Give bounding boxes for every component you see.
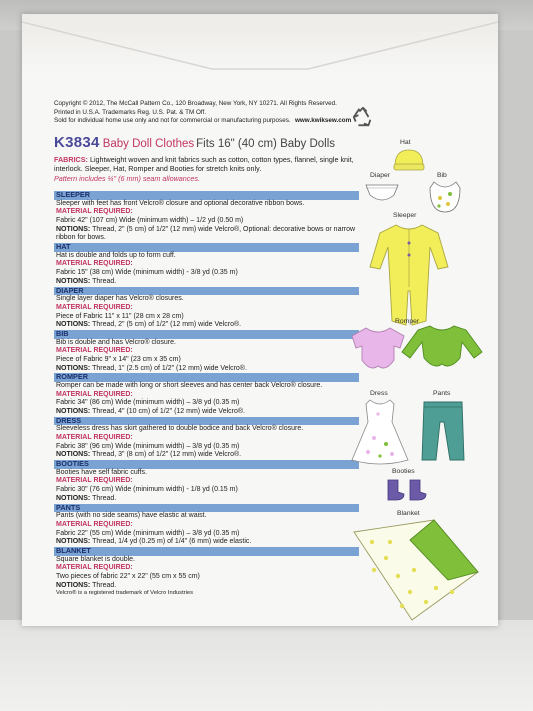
notions-label: NOTIONS: <box>56 277 91 285</box>
notions-text: Thread. <box>92 494 117 502</box>
material-required-text: Fabric 15" (38 cm) Wide (minimum width) - 3/8 yd (0.35 m) <box>56 269 238 277</box>
section-description: Booties have self fabric cuffs. <box>56 468 147 476</box>
notions-label: NOTIONS: <box>56 408 91 416</box>
notions-text: Thread, 2" (5 cm) of 1/2" (12 mm) wide Velcro®, Optional: decorative bows or narrow ribbon for bows. <box>56 225 356 242</box>
notions-label: NOTIONS: <box>56 581 91 589</box>
fabrics-label: FABRICS: <box>54 155 88 164</box>
material-required-text: Fabric 30" (76 cm) Wide (minimum width) - 1/8 yd (0.15 m) <box>56 486 238 494</box>
material-required-label: MATERIAL REQUIRED: <box>56 260 133 268</box>
notions-text: Thread, 2" (5 cm) of 1/2" (12 mm) wide Velcro®. <box>92 321 242 329</box>
website-url: www.kwiksew.com <box>295 117 352 124</box>
notions-label: NOTIONS: <box>56 494 91 502</box>
label-blanket: Blanket <box>397 510 420 517</box>
notions-line <box>54 278 359 287</box>
copyright-line-2: Printed in U.S.A. Trademarks Reg. U.S. Pat. & TM Off. <box>54 108 206 116</box>
notions-text: Thread, 1" (2.5 cm) of 1/2" (12 mm) wide Velcro®. <box>92 364 247 372</box>
material-required-label: MATERIAL REQUIRED: <box>56 208 133 216</box>
section-header: DRESS <box>54 417 359 426</box>
diaper-illustration <box>364 181 400 205</box>
label-dress: Dress <box>370 390 388 397</box>
section-header: DIAPER <box>54 287 359 296</box>
notions-line <box>54 321 359 330</box>
material-required-label: MATERIAL REQUIRED: <box>56 347 133 355</box>
section-header: HAT <box>54 243 359 252</box>
section-description: Hat is double and folds up to form cuff. <box>56 251 176 259</box>
section-description: Square blanket is double. <box>56 555 135 563</box>
pattern-number: K3834 <box>54 134 100 151</box>
material-required-text: Piece of Fabric 11" x 11" (28 cm x 28 cm) <box>56 312 184 320</box>
footer-trademark-note: Velcro® is a registered trademark of Velcro Industries <box>56 590 194 596</box>
pants-illustration <box>420 398 466 464</box>
notions-line <box>54 408 359 417</box>
envelope-flap <box>22 14 498 74</box>
pattern-title: Baby Doll Clothes <box>102 138 195 150</box>
label-sleeper: Sleeper <box>393 212 417 219</box>
notions-label: NOTIONS: <box>56 451 91 459</box>
notions-label: NOTIONS: <box>56 364 91 372</box>
section-description: Pants (with no side seams) have elastic at waist. <box>56 512 207 520</box>
section-description: Single layer diaper has Velcro® closures. <box>56 295 184 303</box>
section-description: Sleeper with feet has front Velcro® closure and optional decorative ribbon bows. <box>56 199 305 207</box>
copyright-line-1: Copyright © 2012, The McCall Pattern Co., 120 Broadway, New York, NY 10271. All Rights Reserved. <box>54 100 337 107</box>
notions-line <box>54 365 359 374</box>
label-diaper: Diaper <box>370 172 391 179</box>
section-header: BOOTIES <box>54 460 359 469</box>
label-booties: Booties <box>392 468 415 475</box>
dress-illustration <box>350 398 410 466</box>
fabrics-text: Lightweight woven and knit fabrics such as cotton, cotton types, flannel, single knit, interlock. Sleeper, Hat, Romper and Booties for stretch knits only. <box>54 155 354 174</box>
section-header: SLEEPER <box>54 191 359 200</box>
table-surface <box>0 620 533 711</box>
booties-illustration <box>384 478 430 502</box>
section-header: BIB <box>54 330 359 339</box>
label-romper: Romper <box>395 318 420 325</box>
label-hat: Hat <box>400 139 411 146</box>
material-required-label: MATERIAL REQUIRED: <box>56 434 133 442</box>
notions-line <box>54 495 359 504</box>
section-description: Romper can be made with long or short sleeves and has center back Velcro® closure. <box>56 381 323 389</box>
material-required-label: MATERIAL REQUIRED: <box>56 303 133 311</box>
notions-label: NOTIONS: <box>56 321 91 329</box>
notions-text: Thread. <box>92 581 117 589</box>
notions-label: NOTIONS: <box>56 538 91 546</box>
notions-text: Thread. <box>92 277 117 285</box>
garment-sections <box>54 191 359 595</box>
copyright-line-3: Sold for individual home use only and not for commercial or manufacturing purposes. <box>54 117 291 125</box>
label-pants: Pants <box>433 390 451 397</box>
recycle-icon <box>352 106 374 128</box>
material-required-text: Fabric 38" (96 cm) Wide (minimum width) – 3/8 yd (0.35 m) <box>56 442 240 450</box>
notions-line <box>54 226 359 243</box>
section-description: Sleeveless dress has skirt gathered to double bodice and back Velcro® closure. <box>56 425 304 433</box>
notions-text: Thread, 3" (8 cm) of 1/2" (12 mm) wide Velcro®. <box>92 451 242 459</box>
material-required-label: MATERIAL REQUIRED: <box>56 390 133 398</box>
notions-line <box>54 538 359 547</box>
bib-illustration <box>428 180 462 214</box>
material-required-label: MATERIAL REQUIRED: <box>56 477 133 485</box>
romper-short-illustration <box>350 326 406 376</box>
section-header: ROMPER <box>54 373 359 382</box>
notions-label: NOTIONS: <box>56 225 91 233</box>
material-required-text: Fabric 34" (86 cm) Wide (minimum width) – 3/8 yd (0.35 m) <box>56 399 240 407</box>
label-bib: Bib <box>437 172 447 179</box>
section-description: Bib is double and has Velcro® closure. <box>56 338 176 346</box>
material-required-label: MATERIAL REQUIRED: <box>56 564 133 572</box>
material-required-label: MATERIAL REQUIRED: <box>56 520 133 528</box>
notions-line <box>54 582 359 591</box>
romper-long-illustration <box>400 324 484 372</box>
material-required-text: Fabric 22" (55 cm) Wide (minimum width) – 3/8 yd (0.35 m) <box>56 529 240 537</box>
section-header: PANTS <box>54 504 359 513</box>
notions-line <box>54 451 359 460</box>
flap-edge <box>22 14 498 74</box>
material-required-text: Fabric 42" (107 cm) Wide (minimum width) – 1/2 yd (0.50 m) <box>56 217 244 224</box>
pattern-subtitle: Fits 16" (40 cm) Baby Dolls <box>196 138 336 150</box>
sleeper-illustration <box>368 221 450 329</box>
fabrics-block <box>54 155 359 183</box>
material-required-text: Two pieces of fabric 22" x 22" (55 cm x 55 cm) <box>56 572 200 580</box>
notions-text: Thread, 4" (10 cm) of 1/2" (12 mm) wide Velcro®. <box>92 408 245 416</box>
section-header: BLANKET <box>54 547 359 556</box>
blanket-illustration <box>352 518 480 622</box>
hat-illustration <box>392 148 426 172</box>
material-required-text: Piece of Fabric 9" x 14" (23 cm x 35 cm) <box>56 355 181 363</box>
notions-text: Thread, 1/4 yd (0.25 m) of 1/4" (6 mm) wide elastic. <box>92 538 252 546</box>
copyright-block <box>54 100 354 126</box>
pattern-headline <box>54 134 354 152</box>
seam-allowance-note: Pattern includes ¼" (6 mm) seam allowances. <box>54 173 200 183</box>
